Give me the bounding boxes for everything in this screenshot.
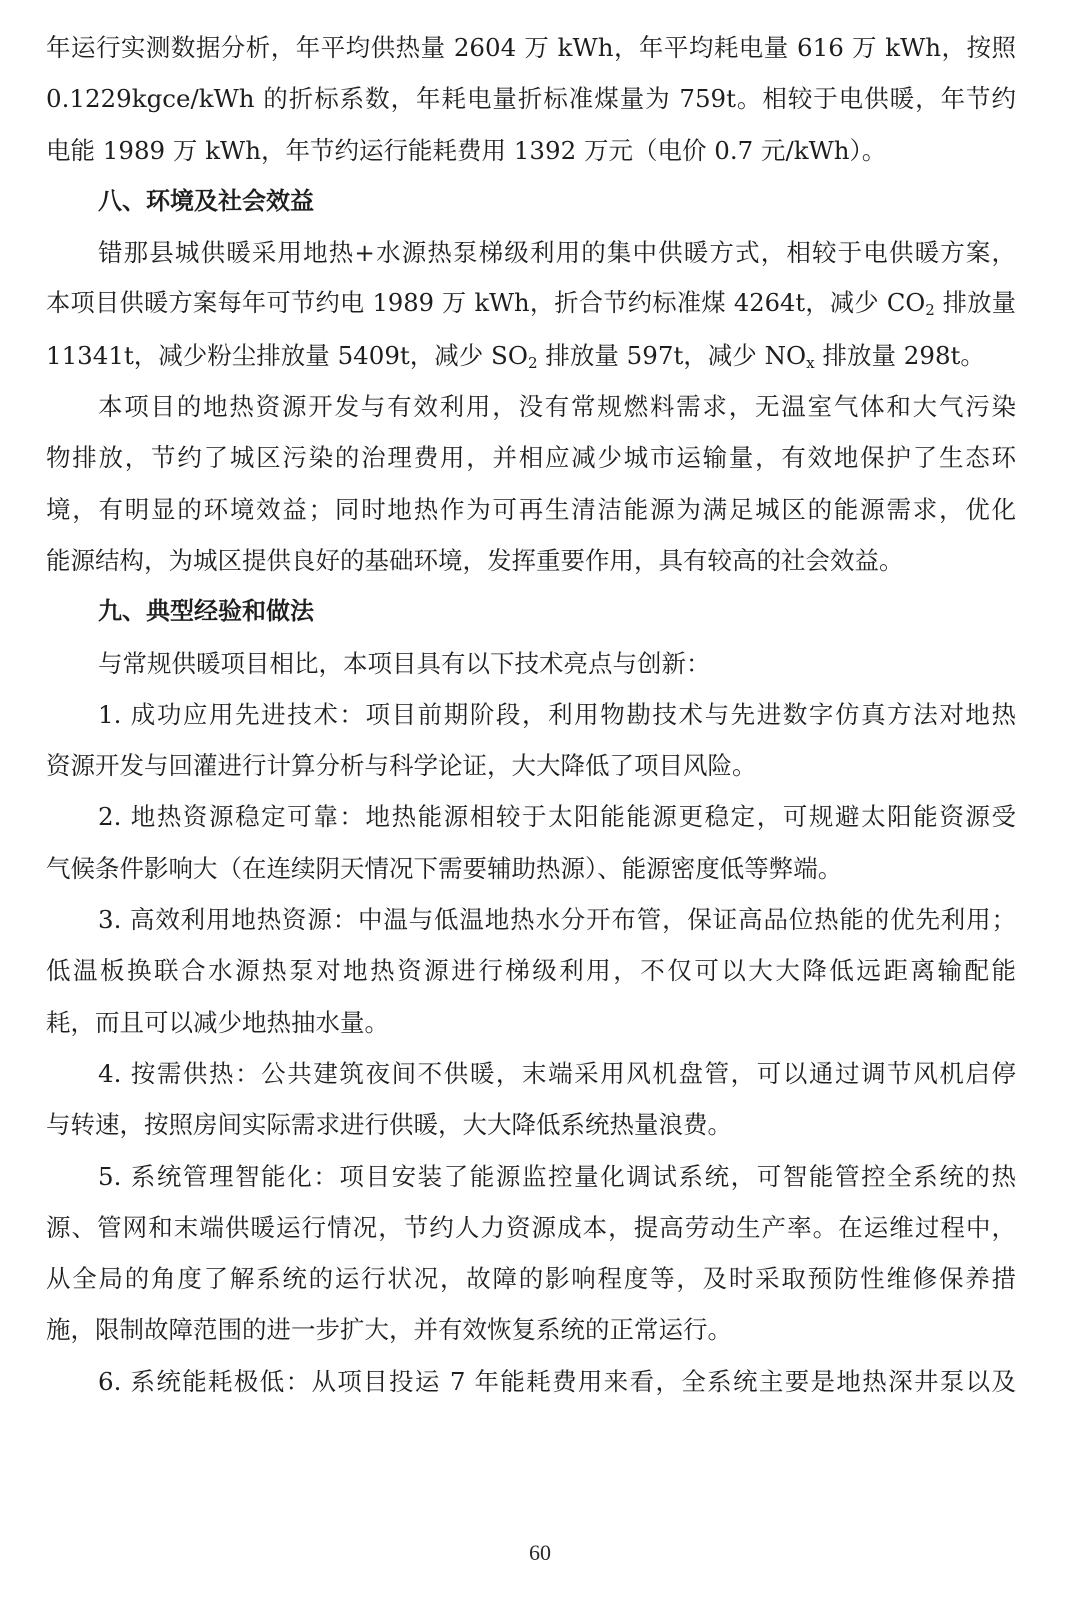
subscript: 2	[527, 353, 538, 372]
paragraph-line: 能源结构，为城区提供良好的基础环境，发挥重要作用，具有较高的社会效益。	[46, 545, 904, 575]
document-body	[46, 22, 1016, 1407]
list-item-6: 6. 系统能耗极低：从项目投运 7 年能耗费用来看，全系统主要是地热深井泵以及	[98, 1366, 1016, 1396]
list-item-3: 3. 高效利用地热资源：中温与低温地热水分开布管，保证高品位热能的优先利用；	[98, 905, 1016, 935]
list-item-1-continued: 资源开发与回灌进行计算分析与科学论证，大大降低了项目风险。	[46, 751, 757, 781]
text-segment: 本项目供暖方案每年可节约电 1989 万 kWh，折合节约标准煤 4264t，减少 CO	[46, 289, 926, 318]
list-item-5-continued: 源、管网和末端供暖运行情况，节约人力资源成本，提高劳动生产率。在运维过程中，	[46, 1212, 1016, 1242]
paragraph-line: 与常规供暖项目相比，本项目具有以下技术亮点与创新：	[98, 648, 711, 678]
section-heading-experience: 九、典型经验和做法	[98, 597, 314, 626]
paragraph-line: 物排放，节约了城区污染的治理费用，并相应减少城市运输量，有效地保护了生态环	[46, 443, 1016, 473]
page-number: 60	[529, 1540, 551, 1565]
subscript: 2	[925, 301, 935, 320]
list-item-5: 5. 系统管理智能化：项目安装了能源监控量化调试系统，可智能管控全系统的热	[98, 1161, 1016, 1191]
list-item-2-continued: 气候条件影响大（在连续阴天情况下需要辅助热源）、能源密度低等弊端。	[46, 853, 843, 883]
list-item-4: 4. 按需供热：公共建筑夜间不供暖，末端采用风机盘管，可以通过调节风机启停	[98, 1058, 1016, 1088]
paragraph-line: 本项目的地热资源开发与有效利用，没有常规燃料需求，无温室气体和大气污染	[98, 392, 1016, 422]
list-item-5-continued: 施，限制故障范围的进一步扩大，并有效恢复系统的正常运行。	[46, 1315, 732, 1345]
paragraph-line-emissions	[46, 330, 1016, 381]
paragraph-line: 电能 1989 万 kWh，年节约运行能耗费用 1392 万元（电价 0.7 元/kWh）。	[46, 135, 887, 165]
paragraph-line: 年运行实测数据分析，年平均供热量 2604 万 kWh，年平均耗电量 616 万 kWh，按照	[46, 33, 1016, 62]
subscript: x	[806, 353, 815, 372]
text-segment: 排放量 298t。	[814, 340, 985, 370]
text-segment: 排放量 597t，减少 NO	[537, 340, 807, 370]
list-item-4-continued: 与转速，按照房间实际需求进行供暖，大大降低系统热量浪费。	[46, 1110, 732, 1140]
list-item-3-continued: 耗，而且可以减少地热抽水量。	[46, 1007, 389, 1037]
list-item-5-continued: 从全局的角度了解系统的运行状况，故障的影响程度等，及时采取预防性维修保养措	[46, 1264, 1016, 1294]
text-segment: 排放量	[934, 289, 1016, 318]
list-item-3-continued: 低温板换联合水源热泵对地热资源进行梯级利用，不仅可以大大降低远距离输配能	[46, 956, 1016, 986]
paragraph-line: 境，有明显的环境效益；同时地热作为可再生清洁能源为满足城区的能源需求，优化	[46, 494, 1016, 524]
list-item-1: 1. 成功应用先进技术：项目前期阶段，利用物勘技术与先进数字仿真方法对地热	[98, 699, 1016, 729]
section-heading-environment: 八、环境及社会效益	[98, 186, 314, 215]
paragraph-line: 0.1229kgce/kWh 的折标系数，年耗电量折标准煤量为 759t。相较于电供暖，年节约	[46, 84, 1016, 114]
list-item-2: 2. 地热资源稳定可靠：地热能源相较于太阳能能源更稳定，可规避太阳能资源受	[98, 802, 1016, 832]
text-segment: 11341t，减少粉尘排放量 5409t，减少 SO	[46, 340, 528, 370]
paragraph-line: 错那县城供暖采用地热+水源热泵梯级利用的集中供暖方式，相较于电供暖方案，	[98, 238, 1016, 268]
paragraph-line-co2	[46, 278, 1016, 329]
